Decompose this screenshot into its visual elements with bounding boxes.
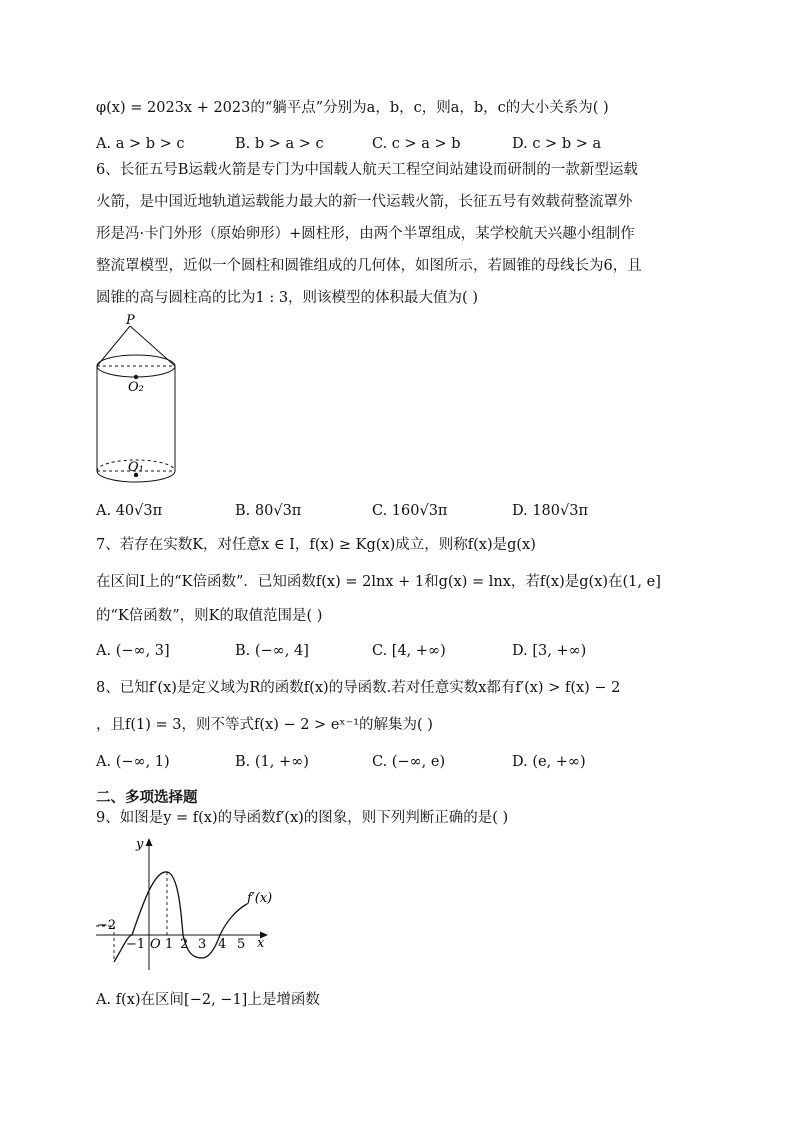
derivative-graph [92, 834, 282, 974]
q6-line-4: 整流罩模型，近似一个圆柱和圆锥组成的几何体，如图所示，若圆锥的母线长为6，且 [96, 258, 642, 274]
q7-option-c[interactable]: C. [4, +∞) [372, 643, 446, 659]
q7-option-d[interactable]: D. [3, +∞) [512, 643, 587, 659]
top-center-label: O₂ [128, 380, 144, 395]
q6-line-2: 火箭，是中国近地轨道运载能力最大的新一代运载火箭，长征五号有效载荷整流罩外 [96, 194, 633, 210]
q7-line-3: 的“K倍函数”，则K的取值范围是( ) [96, 608, 323, 624]
q9-option-a[interactable]: A. f(x)在区间[−2, −1]上是增函数 [96, 992, 320, 1008]
q8-line-2: ，且f(1) = 3，则不等式f(x) − 2 > eˣ⁻¹的解集为( ) [96, 717, 433, 733]
q7-line-2: 在区间I上的“K倍函数”．已知函数f(x) = 2lnx + 1和g(x) = lnx，若f(x)是g(x)在(1, e] [96, 574, 661, 590]
q8-option-d[interactable]: D. (e, +∞) [512, 754, 586, 770]
q8-line-1: 8、已知f′(x)是定义域为R的函数f(x)的导函数.若对任意实数x都有f′(x) > f(x) − 2 [96, 680, 621, 696]
q5-option-a[interactable]: A. a > b > c [96, 136, 185, 152]
q7-option-b[interactable]: B. (−∞, 4] [235, 643, 309, 659]
q8-option-c[interactable]: C. (−∞, e) [372, 754, 446, 770]
q7-line-1: 7、若存在实数K，对任意x ∈ I，f(x) ≥ Kg(x)成立，则称f(x)是g(x) [96, 537, 536, 553]
q7-option-a[interactable]: A. (−∞, 3] [96, 643, 170, 659]
y-axis-label: y [136, 837, 144, 852]
tick-1: 1 [165, 937, 174, 952]
tick-4: 4 [218, 937, 227, 952]
tick-2: 2 [180, 937, 189, 952]
tick-neg2: −2 [97, 918, 117, 933]
q5-option-d[interactable]: D. c > b > a [512, 136, 602, 152]
q9-stem: 9、如图是y = f(x)的导函数f′(x)的图象，则下列判断正确的是( ) [96, 810, 509, 826]
apex-label: P [126, 313, 135, 328]
q8-option-a[interactable]: A. (−∞, 1) [96, 754, 170, 770]
q6-option-b[interactable]: B. 80√3π [235, 503, 302, 519]
x-axis-label: x [257, 936, 265, 951]
q6-option-a[interactable]: A. 40√3π [96, 503, 163, 519]
cylinder-cone-figure [90, 312, 190, 492]
q6-option-c[interactable]: C. 160√3π [372, 503, 448, 519]
q6-line-3: 形是冯·卡门外形（原始卵形）+圆柱形，由两个半罩组成，某学校航天兴趣小组制作 [96, 226, 635, 242]
q8-option-b[interactable]: B. (1, +∞) [235, 754, 309, 770]
tick-3: 3 [198, 937, 207, 952]
q5-option-c[interactable]: C. c > a > b [372, 136, 461, 152]
q5-stem-end: φ(x) = 2023x + 2023的“躺平点”分别为a，b，c，则a，b，c的大小关系为( ) [96, 100, 609, 116]
q6-line-1: 6、长征五号B运载火箭是专门为中国载人航天工程空间站建设而研制的一款新型运载 [96, 162, 638, 178]
tick-5: 5 [237, 937, 246, 952]
q6-option-d[interactable]: D. 180√3π [512, 503, 588, 519]
curve-label: f′(x) [247, 891, 273, 906]
tick-neg1: −1 [126, 937, 146, 952]
q5-option-b[interactable]: B. b > a > c [235, 136, 324, 152]
q6-line-5: 圆锥的高与圆柱高的比为1 : 3，则该模型的体积最大值为( ) [96, 290, 478, 306]
origin-label: O [150, 937, 161, 952]
section-title: 二、多项选择题 [96, 790, 198, 806]
bottom-center-label: O₁ [128, 460, 144, 475]
